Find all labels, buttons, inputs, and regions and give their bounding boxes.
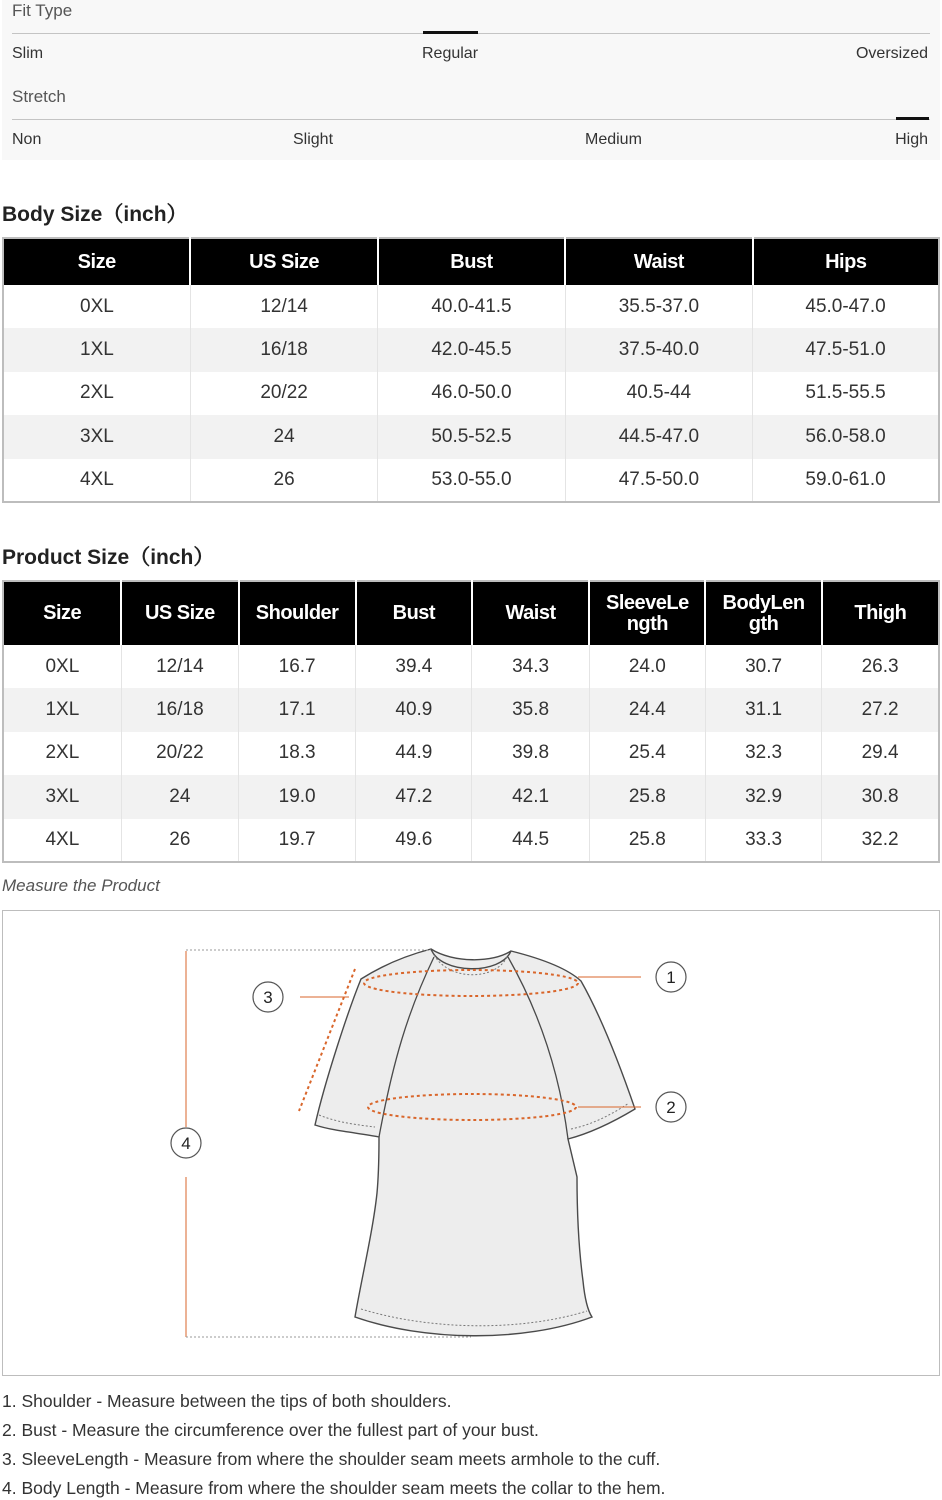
- table-cell: 1XL: [3, 688, 121, 731]
- product-size-title: Product Size（inch）: [2, 546, 215, 569]
- table-cell: 4XL: [3, 819, 121, 862]
- table-cell: 17.1: [239, 688, 356, 731]
- note-shoulder: 1. Shoulder - Measure between the tips of both shoulders.: [2, 1391, 452, 1411]
- column-header: BodyLen gth: [705, 581, 821, 645]
- column-header: Bust: [378, 238, 565, 285]
- measure-notes: [2, 1389, 940, 1500]
- table-cell: 44.5-47.0: [565, 415, 752, 458]
- table-cell: 19.7: [239, 819, 356, 862]
- table-cell: 40.5-44: [565, 372, 752, 415]
- table-cell: 25.8: [589, 819, 705, 862]
- table-cell: 53.0-55.0: [378, 459, 565, 502]
- marker-1: [656, 962, 686, 992]
- table-cell: 0XL: [3, 285, 190, 328]
- column-header: US Size: [190, 238, 377, 285]
- stretch-option-non: Non: [12, 131, 42, 148]
- table-cell: 39.4: [356, 645, 472, 688]
- table-cell: 40.9: [356, 688, 472, 731]
- table-header-row: [3, 238, 939, 285]
- svg-text:2: 2: [666, 1098, 676, 1117]
- table-cell: 26: [190, 459, 377, 502]
- stretch-scale: [12, 119, 930, 120]
- table-cell: 42.1: [472, 775, 589, 818]
- table-cell: 46.0-50.0: [378, 372, 565, 415]
- table-cell: 40.0-41.5: [378, 285, 565, 328]
- table-row: [3, 285, 939, 328]
- column-header: Size: [3, 581, 121, 645]
- column-header: US Size: [121, 581, 238, 645]
- marker-4: [171, 1128, 201, 1158]
- table-cell: 42.0-45.5: [378, 328, 565, 371]
- table-row: [3, 688, 939, 731]
- stretch-option-high: High: [895, 131, 928, 148]
- table-cell: 30.8: [822, 775, 939, 818]
- table-cell: 25.8: [589, 775, 705, 818]
- table-cell: 49.6: [356, 819, 472, 862]
- column-header: SleeveLe ngth: [589, 581, 705, 645]
- table-cell: 35.8: [472, 688, 589, 731]
- svg-text:3: 3: [263, 988, 273, 1007]
- fit-option-slim: Slim: [12, 45, 44, 62]
- table-cell: 12/14: [121, 645, 238, 688]
- table-cell: 16/18: [190, 328, 377, 371]
- table-cell: 16.7: [239, 645, 356, 688]
- note-sleeve-length: 3. SleeveLength - Measure from where the shoulder seam meets armhole to the cuff.: [2, 1449, 661, 1469]
- table-cell: 56.0-58.0: [753, 415, 939, 458]
- table-cell: 47.2: [356, 775, 472, 818]
- table-cell: 3XL: [3, 775, 121, 818]
- table-cell: 2XL: [3, 732, 121, 775]
- table-cell: 47.5-50.0: [565, 459, 752, 502]
- table-row: [3, 459, 939, 502]
- table-cell: 20/22: [190, 372, 377, 415]
- table-row: [3, 372, 939, 415]
- fit-option-oversized: Oversized: [855, 45, 928, 62]
- table-header-row: [3, 581, 939, 645]
- table-row: [3, 732, 939, 775]
- table-cell: 24.0: [589, 645, 705, 688]
- table-row: [3, 645, 939, 688]
- column-header: Size: [3, 238, 190, 285]
- table-cell: 25.4: [589, 732, 705, 775]
- table-cell: 44.5: [472, 819, 589, 862]
- note-bust: 2. Bust - Measure the circumference over the fullest part of your bust.: [2, 1420, 539, 1440]
- table-cell: 31.1: [705, 688, 821, 731]
- table-cell: 37.5-40.0: [565, 328, 752, 371]
- table-cell: 0XL: [3, 645, 121, 688]
- marker-2: [656, 1092, 686, 1122]
- shirt-body: [315, 949, 635, 1336]
- table-cell: 12/14: [190, 285, 377, 328]
- table-row: [3, 415, 939, 458]
- table-cell: 44.9: [356, 732, 472, 775]
- table-cell: 18.3: [239, 732, 356, 775]
- table-cell: 20/22: [121, 732, 238, 775]
- stretch-option-slight: Slight: [293, 131, 334, 148]
- column-header: Shoulder: [239, 581, 356, 645]
- svg-text:4: 4: [181, 1134, 191, 1153]
- column-header: Waist: [472, 581, 589, 645]
- table-cell: 2XL: [3, 372, 190, 415]
- table-cell: 29.4: [822, 732, 939, 775]
- column-header: Bust: [356, 581, 472, 645]
- table-cell: 50.5-52.5: [378, 415, 565, 458]
- fit-type-marker: [423, 31, 478, 34]
- table-cell: 26: [121, 819, 238, 862]
- fit-type-label: Fit Type: [12, 1, 73, 20]
- column-header: Waist: [565, 238, 752, 285]
- table-cell: 32.2: [822, 819, 939, 862]
- measure-diagram: [2, 910, 940, 1376]
- table-cell: 34.3: [472, 645, 589, 688]
- table-cell: 26.3: [822, 645, 939, 688]
- measure-caption: Measure the Product: [2, 876, 160, 895]
- product-size-table: [2, 580, 940, 863]
- table-cell: 47.5-51.0: [753, 328, 939, 371]
- table-cell: 24: [190, 415, 377, 458]
- marker-3: [253, 982, 283, 1012]
- fit-option-regular: Regular: [422, 45, 479, 62]
- shirt-illustration: [3, 911, 939, 1375]
- fit-panel: [2, 0, 940, 160]
- table-cell: 39.8: [472, 732, 589, 775]
- table-cell: 27.2: [822, 688, 939, 731]
- body-size-title: Body Size（inch）: [2, 203, 188, 226]
- stretch-label: Stretch: [12, 87, 66, 106]
- table-cell: 1XL: [3, 328, 190, 371]
- stretch-marker: [896, 117, 929, 120]
- svg-text:1: 1: [666, 968, 676, 987]
- column-header: Thigh: [822, 581, 939, 645]
- table-cell: 45.0-47.0: [753, 285, 939, 328]
- table-cell: 32.9: [705, 775, 821, 818]
- table-cell: 35.5-37.0: [565, 285, 752, 328]
- table-cell: 30.7: [705, 645, 821, 688]
- table-cell: 16/18: [121, 688, 238, 731]
- column-header: Hips: [753, 238, 939, 285]
- stretch-option-medium: Medium: [585, 131, 642, 148]
- table-cell: 24: [121, 775, 238, 818]
- table-cell: 33.3: [705, 819, 821, 862]
- table-row: [3, 775, 939, 818]
- table-row: [3, 819, 939, 862]
- table-cell: 32.3: [705, 732, 821, 775]
- table-row: [3, 328, 939, 371]
- table-cell: 24.4: [589, 688, 705, 731]
- table-cell: 51.5-55.5: [753, 372, 939, 415]
- body-size-table: [2, 237, 940, 503]
- table-cell: 4XL: [3, 459, 190, 502]
- table-cell: 19.0: [239, 775, 356, 818]
- table-cell: 3XL: [3, 415, 190, 458]
- table-cell: 59.0-61.0: [753, 459, 939, 502]
- note-body-length: 4. Body Length - Measure from where the shoulder seam meets the collar to the hem.: [2, 1478, 666, 1498]
